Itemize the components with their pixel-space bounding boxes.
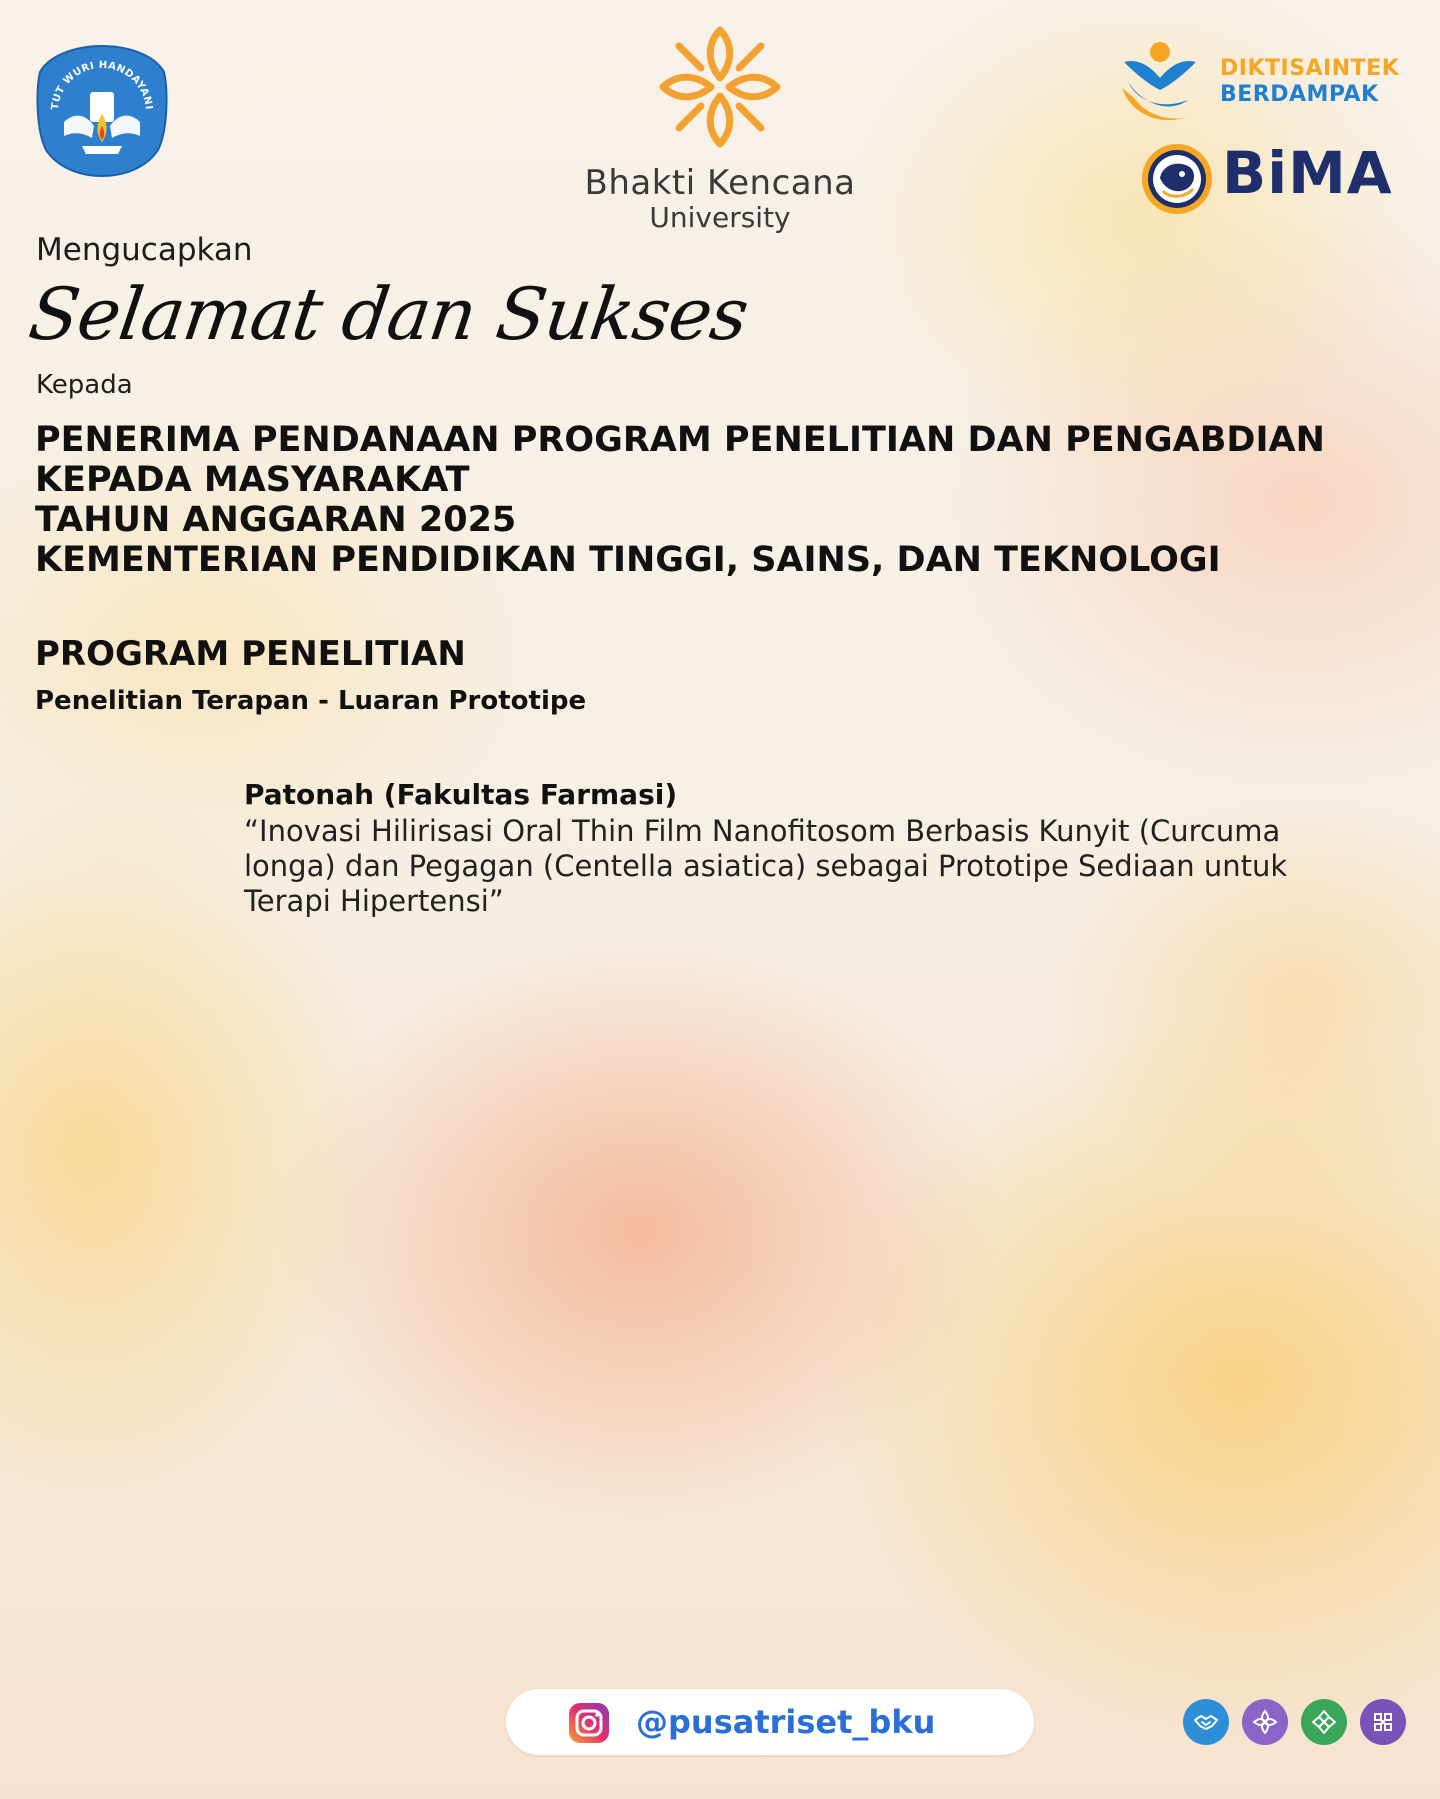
bima-wordmark: BiMA — [1222, 139, 1393, 207]
leaf-cluster-badge — [1301, 1699, 1347, 1745]
diktisaintek-line1: DIKTISAINTEK — [1220, 56, 1400, 81]
research-title: “Inovasi Hilirisasi Oral Thin Film Nanofitosom Berbasis Kunyit (Curcuma longa) dan Pegagan (Centella asiatica) sebagai Prototipe Sediaan untuk Terapi Hipertensi” — [244, 814, 1288, 918]
tut-wuri-handayani-emblem-icon — [34, 42, 170, 178]
bhakti-kencana-flower-mark-icon — [655, 22, 785, 152]
tut-wuri-motto: TUT WURI HANDAYANI — [49, 59, 154, 111]
tut-wuri-handayani-logo — [34, 42, 170, 178]
university-subtitle: University — [649, 201, 791, 234]
knot-icon — [1369, 1708, 1397, 1736]
heading-line: PENERIMA PENDANAAN PROGRAM PENELITIAN DAN PENGABDIAN — [35, 420, 1325, 460]
bima-logo — [1140, 140, 1420, 220]
handshake-icon — [1192, 1708, 1220, 1736]
recipient-name: Patonah (Fakultas Farmasi) — [244, 778, 678, 811]
greeting-to: Kepada — [36, 370, 133, 400]
diktisaintek-line2: BERDAMPAK — [1220, 82, 1379, 107]
heading-line: KEMENTERIAN PENDIDIKAN TINGGI, SAINS, DAN TEKNOLOGI — [35, 540, 1221, 580]
flower-badge — [1242, 1699, 1288, 1745]
diktisaintek-berdampak-logo — [1118, 38, 1408, 130]
diktisaintek-figure-mark-icon — [1118, 38, 1202, 126]
bima-mascot-mark-icon — [1140, 142, 1214, 216]
flower-icon — [1251, 1708, 1279, 1736]
instagram-icon — [568, 1702, 610, 1744]
heading-line: KEPADA MASYARAKAT — [35, 460, 470, 500]
university-name: Bhakti Kencana — [584, 163, 856, 203]
greeting-script-title: Selamat dan Sukses — [24, 272, 753, 356]
greeting-intro: Mengucapkan — [36, 232, 253, 268]
heading-line: TAHUN ANGGARAN 2025 — [35, 500, 517, 540]
knot-badge — [1360, 1699, 1406, 1745]
leaf-cluster-icon — [1310, 1708, 1338, 1736]
handshake-badge — [1183, 1699, 1229, 1745]
program-title: PROGRAM PENELITIAN — [35, 634, 466, 674]
bhakti-kencana-university-logo — [560, 22, 880, 242]
program-scheme: Penelitian Terapan - Luaran Prototipe — [35, 686, 587, 716]
instagram-handle[interactable]: @pusatriset_bku — [636, 1703, 936, 1741]
instagram-handle-pill[interactable] — [506, 1689, 1034, 1755]
announcement-heading — [35, 420, 1375, 580]
